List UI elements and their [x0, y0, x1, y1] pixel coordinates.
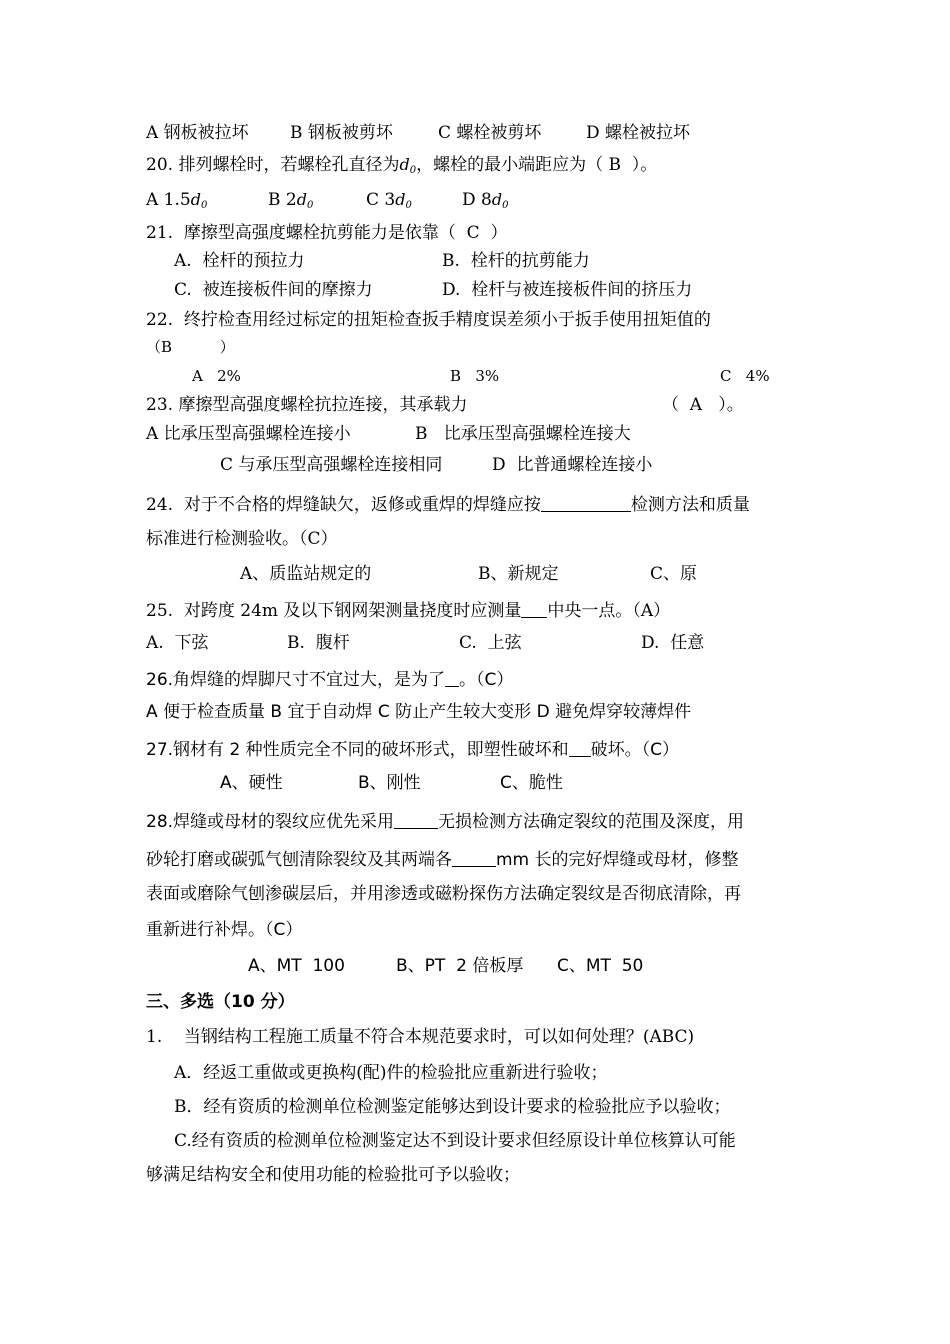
q25-stem: 25. 对跨度 24m 及以下钢网架测量挠度时应测量 中央一点。（A） — [146, 601, 671, 621]
q26-stem: 26.角焊缝的焊脚尺寸不宜过大，是为了 。（C） — [146, 670, 514, 690]
q27-option-c: C、脆性 — [500, 773, 563, 793]
q25-option-c: C. 上弦 — [459, 633, 522, 653]
q19-option-a: A 钢板被拉坏 — [146, 123, 249, 143]
q25-option-b: B. 腹杆 — [287, 633, 350, 653]
q28-line-3: 表面或磨除气刨渗碳层后，并用渗透或磁粉探伤方法确定裂纹是否彻底清除，再 — [146, 884, 741, 904]
q27-option-a: A、硬性 — [220, 773, 283, 793]
q25-answer-blank — [521, 600, 547, 618]
q20-option-c: C $3d_0$ — [366, 190, 412, 211]
q27-stem: 27.钢材有 2 种性质完全不同的破坏形式，即塑性破坏和 破坏。（C） — [146, 740, 680, 760]
q24-option-c: C、原 — [650, 564, 698, 584]
q22-option-b: B 3% — [450, 367, 500, 385]
q21-option-d: D. 栓杆与被连接板件间的挤压力 — [442, 280, 693, 300]
q28-option-c: C、MT 50 — [557, 956, 644, 976]
q22-stem: 22. 终拧检查用经过标定的扭矩检查扳手精度误差须小于扳手使用扭矩值的 — [146, 310, 711, 330]
q22-option-c: C 4% — [720, 367, 770, 385]
q28-answer-blank-1 — [394, 811, 438, 829]
m1-stem: 1. 当钢结构工程施工质量不符合本规范要求时，可以如何处理？(ABC) — [146, 1027, 695, 1047]
q24-option-a: A、质监站规定的 — [240, 564, 372, 584]
q26-answer-blank — [445, 669, 459, 687]
m1-option-c-line-1: C.经有资质的检测单位检测鉴定达不到设计要求但经原设计单位核算认可能 — [174, 1131, 736, 1151]
q27-answer-blank — [569, 739, 591, 757]
q22-answer: （B ） — [146, 338, 235, 356]
q23-answer: （ A ）。 — [662, 395, 744, 415]
q21-option-b: B. 栓杆的抗剪能力 — [442, 251, 590, 271]
q25-option-d: D. 任意 — [641, 633, 705, 653]
q28-line-4: 重新进行补焊。（C） — [146, 920, 303, 940]
q23-option-d: D 比普通螺栓连接小 — [492, 455, 653, 475]
q19-option-b: B 钢板被剪坏 — [290, 123, 393, 143]
q20-option-a: A $1.5d_0$ — [146, 190, 208, 211]
q24-stem: 24. 对于不合格的焊缝缺欠，返修或重焊的焊缝应按 检测方法和质量 — [146, 495, 750, 515]
q22-option-a: A 2% — [192, 367, 241, 385]
q21-option-a: A. 栓杆的预拉力 — [174, 251, 305, 271]
q20-stem: 20. 排列螺栓时，若螺栓孔直径为$d_0$，螺栓的最小端距应为（ B ）。 — [146, 155, 658, 176]
q20-option-d: D $8d_0$ — [462, 190, 509, 211]
q24-option-b: B、新规定 — [478, 564, 559, 584]
q28-line-2: 砂轮打磨或碳弧气刨清除裂纹及其两端各 mm 长的完好焊缝或母材，修整 — [146, 850, 739, 870]
q26-options: A 便于检查质量 B 宜于自动焊 C 防止产生较大变形 D 避免焊穿较薄焊件 — [146, 702, 692, 722]
q28-line-1: 28.焊缝或母材的裂纹应优先采用 无损检测方法确定裂纹的范围及深度，用 — [146, 812, 745, 832]
q19-option-c: C 螺栓被剪坏 — [438, 123, 542, 143]
q24-answer-blank — [541, 494, 631, 512]
q24-stem-cont: 标准进行检测验收。（C） — [146, 529, 338, 549]
q23-option-c: C 与承压型高强螺栓连接相同 — [220, 455, 443, 475]
q21-stem: 21. 摩擦型高强度螺栓抗剪能力是依靠（ C ） — [146, 223, 508, 243]
q23-option-a: A 比承压型高强螺栓连接小 — [146, 424, 351, 444]
q28-option-a: A、MT 100 — [248, 956, 345, 976]
q21-option-c: C. 被连接板件间的摩擦力 — [174, 280, 373, 300]
m1-option-a: A．经返工重做或更换构(配)件的检验批应重新进行验收； — [174, 1063, 608, 1083]
q28-option-b: B、PT 2 倍板厚 — [396, 956, 524, 976]
q25-option-a: A. 下弦 — [146, 633, 209, 653]
q28-answer-blank-2 — [452, 849, 496, 867]
m1-option-b: B．经有资质的检测单位检测鉴定能够达到设计要求的检验批应予以验收； — [174, 1097, 731, 1117]
q23-stem: 23. 摩擦型高强度螺栓抗拉连接，其承载力 — [146, 395, 468, 415]
q19-option-d: D 螺栓被拉坏 — [586, 123, 691, 143]
q23-option-b: B 比承压型高强螺栓连接大 — [415, 424, 631, 444]
q27-option-b: B、刚性 — [358, 773, 421, 793]
m1-option-c-line-2: 够满足结构安全和使用功能的检验批可予以验收； — [146, 1165, 520, 1185]
q20-option-b: B $2d_0$ — [268, 190, 314, 211]
section-heading: 三、多选（10 分） — [146, 992, 295, 1012]
